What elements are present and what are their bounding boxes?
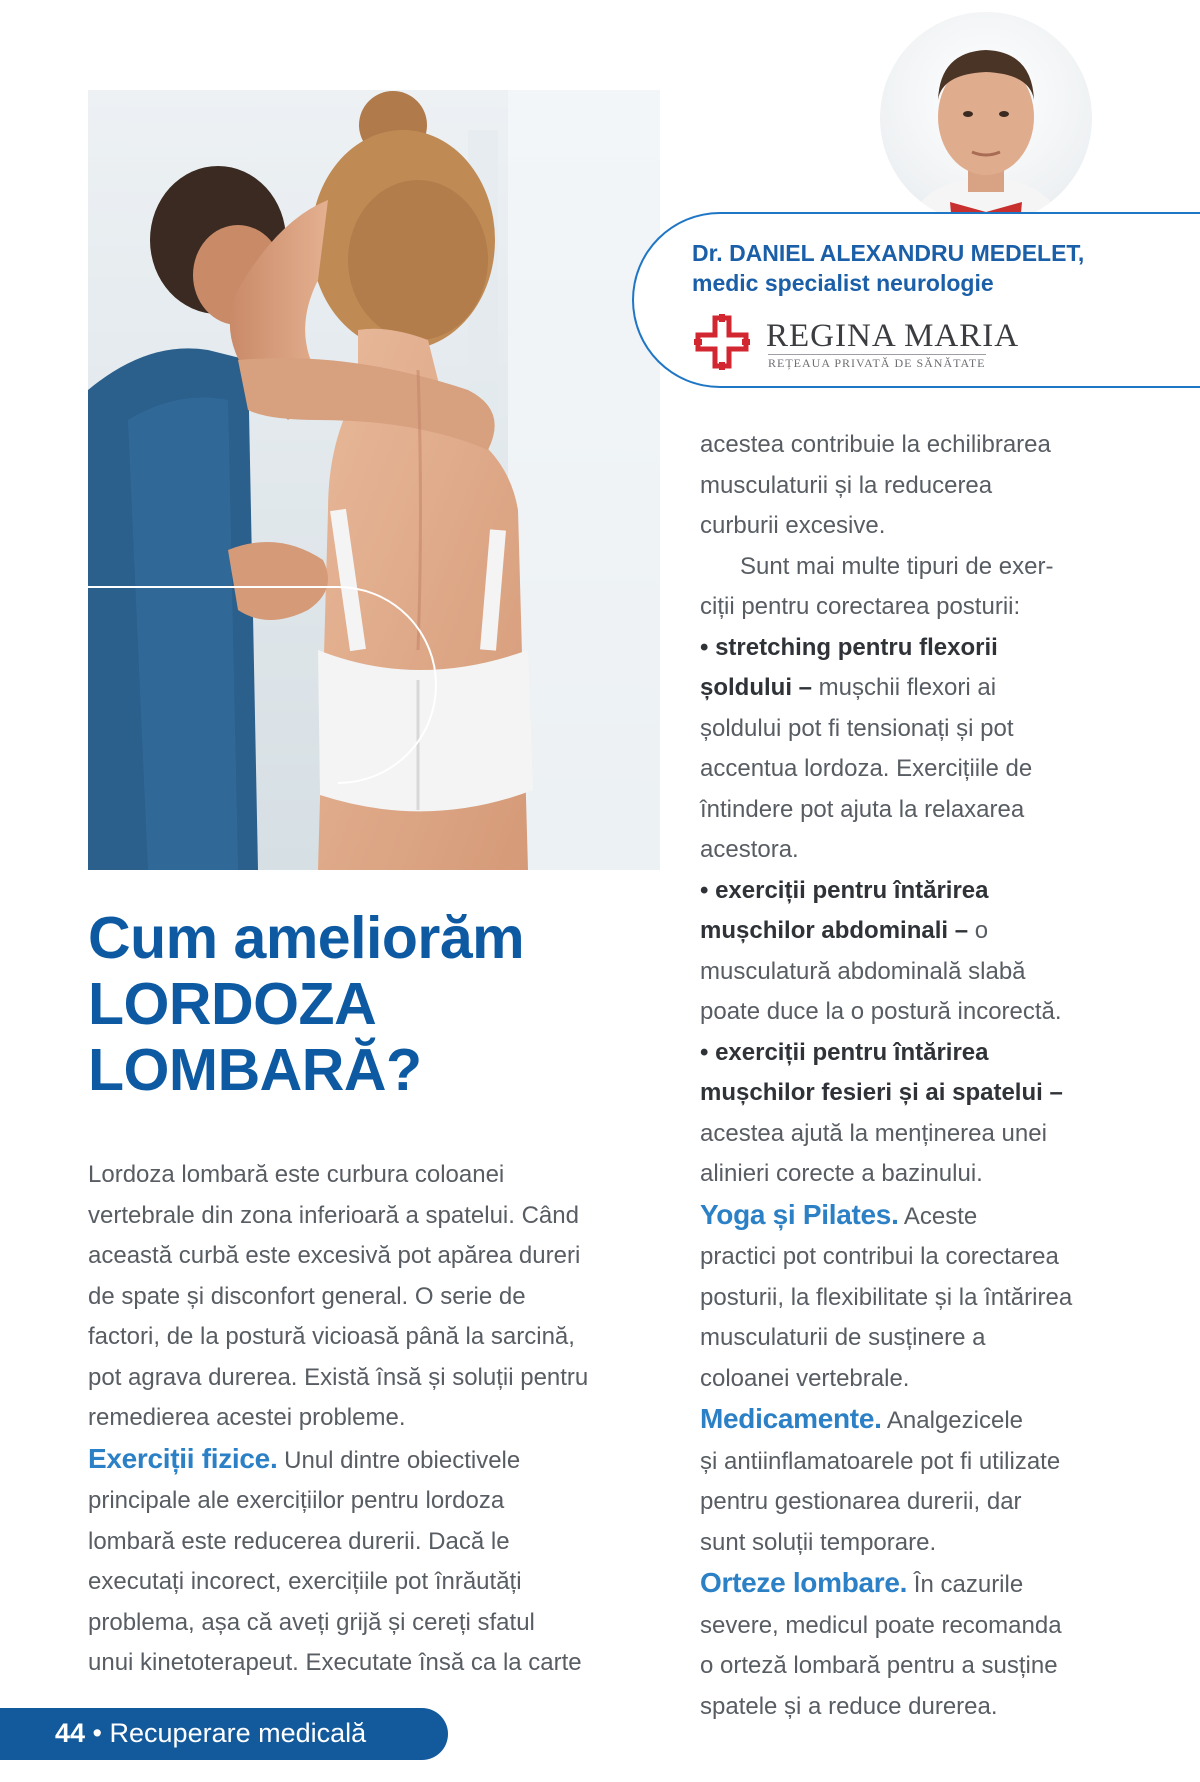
text-line: și antiinflamatoarele pot fi utilizate — [700, 1447, 1061, 1475]
orteze-title: Orteze lombare. — [700, 1567, 908, 1598]
bullet-title: mușchilor fesieri și ai spatelui – — [700, 1079, 1063, 1106]
left-column — [88, 1155, 662, 1684]
text-line: problema, așa că aveți grijă și cereți sfatul — [88, 1608, 535, 1636]
section-name: Recuperare medicală — [109, 1718, 367, 1748]
bullet-stretching — [700, 628, 1170, 871]
text-line: poate duce la o postură incorectă. — [700, 998, 1062, 1025]
bullet-first-line: o — [968, 917, 989, 944]
bullet-gluteal — [700, 1033, 1170, 1195]
text-line: acestea ajută la menținerea unei — [700, 1119, 1047, 1147]
text-line: factori, de la postură vicioasă până la sarcină, — [88, 1323, 575, 1350]
orteze-paragraph — [700, 1563, 1170, 1727]
text-line: alinieri corecte a bazinului. — [700, 1160, 983, 1187]
text-line: șoldului pot fi tensionați și pot — [700, 714, 1014, 742]
text-line: severe, medicul poate recomanda — [700, 1611, 1062, 1639]
text-line: sunt soluții temporare. — [700, 1528, 937, 1556]
logo-name: REGINA MARIA — [766, 318, 1020, 354]
exercitii-paragraph — [88, 1439, 662, 1684]
text-line: musculaturii și la reducerea — [700, 471, 993, 499]
footer-label — [55, 1718, 366, 1749]
bullet-title: • exerciții pentru întărirea — [700, 876, 989, 904]
text-line: o orteză lombară pentru a susține — [700, 1652, 1058, 1679]
page-number: 44 — [55, 1718, 86, 1748]
orteze-first-line: În cazurile — [907, 1571, 1024, 1598]
types-paragraph — [700, 547, 1170, 628]
medicamente-first-line: Analgezicele — [881, 1407, 1024, 1434]
text-line: accentua lordoza. Exercițiile de — [700, 755, 1033, 782]
yoga-paragraph — [700, 1195, 1170, 1400]
author-portrait — [880, 12, 1092, 224]
bullet-abdominal — [700, 871, 1170, 1033]
text-line: acestea contribuie la echilibrarea — [700, 431, 1051, 458]
bullet-title: mușchilor abdominali – — [700, 917, 969, 944]
text-line: această curbă este excesivă pot apărea dureri — [88, 1242, 581, 1269]
text-line: spatele și a reduce durerea. — [700, 1692, 998, 1720]
regina-maria-cross-icon — [694, 314, 750, 370]
medicamente-title: Medicamente. — [700, 1403, 882, 1434]
text-line: unui kinetoterapeut. Executate însă ca la carte — [88, 1649, 582, 1676]
logo-tagline: REȚEAUA PRIVATĂ DE SĂNĂTATE — [768, 356, 986, 370]
text-line — [88, 1439, 662, 1482]
right-column — [700, 425, 1170, 1727]
text-line: posturii, la flexibilitate și la întărirea — [700, 1283, 1073, 1311]
text-line: de spate și disconfort general. O serie de — [88, 1282, 526, 1310]
text-line: acestora. — [700, 836, 799, 863]
text-line: Lordoza lombară este curbura coloanei — [88, 1161, 505, 1188]
text-line: pentru gestionarea durerii, dar — [700, 1488, 1022, 1515]
text-line: ciții pentru corectarea posturii: — [700, 593, 1021, 620]
bullet-title: • stretching pentru flexorii — [700, 633, 998, 661]
text-line — [700, 1195, 1170, 1238]
bullet-first-line: mușchii flexori ai — [812, 674, 997, 701]
yoga-title: Yoga și Pilates. — [700, 1198, 899, 1230]
bullet-title: • exerciții pentru întărirea — [700, 1038, 989, 1066]
exercitii-title: Exerciții fizice. — [88, 1442, 278, 1474]
author-photo-icon — [880, 12, 1092, 224]
text-line: musculatură abdominală slabă — [700, 957, 1026, 985]
text-line: pot agrava durerea. Există însă și soluții pentru — [88, 1363, 589, 1391]
headline-line-1: Cum ameliorăm — [88, 905, 525, 971]
footer-separator: • — [85, 1718, 110, 1748]
text-line: lombară este reducerea durerii. Dacă le — [88, 1527, 510, 1555]
text-line — [700, 668, 1170, 709]
bullet-title: șoldului – — [700, 674, 813, 701]
text-line: vertebrale din zona inferioară a spatelui. Când — [88, 1201, 579, 1229]
text-line: executați incorect, exercițiile pot înrăutăți — [88, 1568, 522, 1595]
continuation-paragraph — [700, 425, 1170, 547]
decorative-arc-line — [88, 585, 440, 785]
author-role: medic specialist neurologie — [692, 270, 994, 296]
author-name: Dr. DANIEL ALEXANDRU MEDELET, — [692, 240, 1085, 266]
exercitii-first-line: Unul dintre obiectivele — [277, 1446, 521, 1474]
article-headline — [88, 905, 648, 1103]
medicamente-paragraph — [700, 1399, 1170, 1563]
text-line: principale ale exercițiilor pentru lordoza — [88, 1487, 505, 1514]
yoga-first-line: Aceste — [898, 1202, 978, 1230]
text-line: practici pot contribui la corectarea — [700, 1243, 1059, 1270]
text-line: curburii excesive. — [700, 512, 886, 539]
text-line — [700, 1399, 1170, 1442]
text-line: remedierea acestei probleme. — [88, 1404, 406, 1431]
text-line: musculaturii de susținere a — [700, 1324, 986, 1351]
text-line — [700, 1563, 1170, 1606]
intro-paragraph — [88, 1155, 662, 1439]
text-line: întindere pot ajuta la relaxarea — [700, 795, 1025, 823]
text-line — [700, 911, 1170, 952]
text-line: Sunt mai multe tipuri de exer- — [740, 552, 1054, 580]
headline-line-3: LOMBARĂ? — [88, 1037, 422, 1103]
headline-line-2: LORDOZA — [88, 971, 377, 1037]
text-line: coloanei vertebrale. — [700, 1364, 910, 1392]
